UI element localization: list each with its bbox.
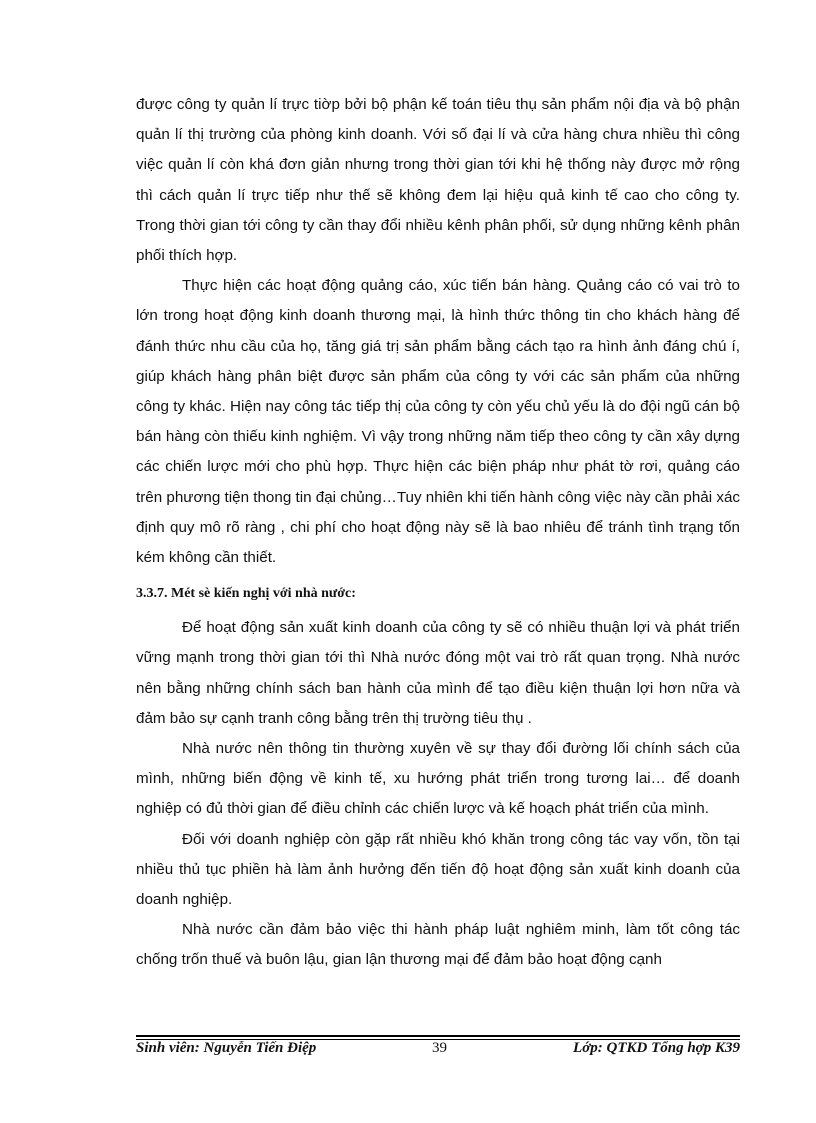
paragraph-1: được công ty quản lí trực tiờp bởi bộ phận kế toán tiêu thụ sản phẩm nội địa và bộ phận quản lí thị trường của phòng kinh doanh. Với số đại lí và cửa hàng chưa nhiều thì công việc quản lí còn khá đơn giản nhưng trong thời gian tới khi hệ thống này được mở rộng thì cách quản lí trực tiếp như thế sẽ không đem lại hiệu quả kinh tế cao cho công ty. Trong thời gian tới công ty cần thay đổi nhiều kênh phân phối, sử dụng những kênh phân phối thích hợp. — [136, 96, 740, 265]
paragraph-2: Thực hiện các hoạt động quảng cáo, xúc tiến bán hàng. Quảng cáo có vai trò to lớn trong hoạt động kinh doanh thương mại, là hình thức thông tin cho khách hàng để đánh thức nhu cầu của họ, tăng giá trị sản phẩm bằng cách tạo ra hình ảnh đáng chú í, giúp khách hàng phân biệt được sản phẩm của công ty với các sản phẩm của những công ty khác. Hiện nay công tác tiếp thị của công ty còn yếu chủ yếu là do đội ngũ cán bộ bán hàng còn thiếu kinh nghiệm. Vì vậy trong những năm tiếp theo công ty cần xây dựng các chiến lược mới cho phù hợp. Thực hiện các biện pháp như phát tờ rơi, quảng cáo trên phương tiện thong tin đại chủng…Tuy nhiên khi tiến hành công việc này cần phải xác định quy mô rõ ràng , chi phí cho hoạt động này sẽ là bao nhiêu để tránh tình trạng tốn kém không cần thiết. — [136, 277, 740, 567]
document-body — [136, 90, 740, 976]
paragraph-3: Để hoạt động sản xuất kinh doanh của công ty sẽ có nhiều thuận lợi và phát triển vững mạnh trong thời gian tới thì Nhà nước đóng một vai trò rất quan trọng. Nhà nước nên bằng những chính sách ban hành của mình để tạo điều kiện thuận lợi hơn nữa và đảm bảo sự cạnh tranh công bằng trên thị trường tiêu thụ . — [136, 619, 740, 727]
paragraph-4: Nhà nước nên thông tin thường xuyên về sự thay đổi đường lối chính sách của mình, những biến động về kinh tế, xu hướng phát triển trong tương lai… để doanh nghiệp có đủ thời gian để điều chỉnh các chiến lược và kế hoạch phát triển của mình. — [136, 740, 740, 818]
paragraph-5: Đối với doanh nghiệp còn gặp rất nhiều khó khăn trong công tác vay vốn, tồn tại nhiều thủ tục phiền hà làm ảnh hưởng đến tiến độ hoạt động sản xuất kinh doanh của doanh nghiệp. — [136, 830, 740, 909]
footer-class-label: Lớp: QTKD Tổng hợp K39 — [573, 1040, 740, 1056]
paragraph-6: Nhà nước cần đảm bảo việc thi hành pháp luật nghiêm minh, làm tốt công tác chống trốn thuế và buôn lậu, gian lận thương mại để đảm bảo hoạt động cạnh — [136, 921, 740, 969]
footer-student-name: Sinh viên: Nguyễn Tiến Điệp — [136, 1040, 317, 1056]
section-heading: 3.3.7. Mét sè kiến nghị với nhà nước: — [136, 586, 356, 602]
page-number: 39 — [432, 1040, 447, 1056]
